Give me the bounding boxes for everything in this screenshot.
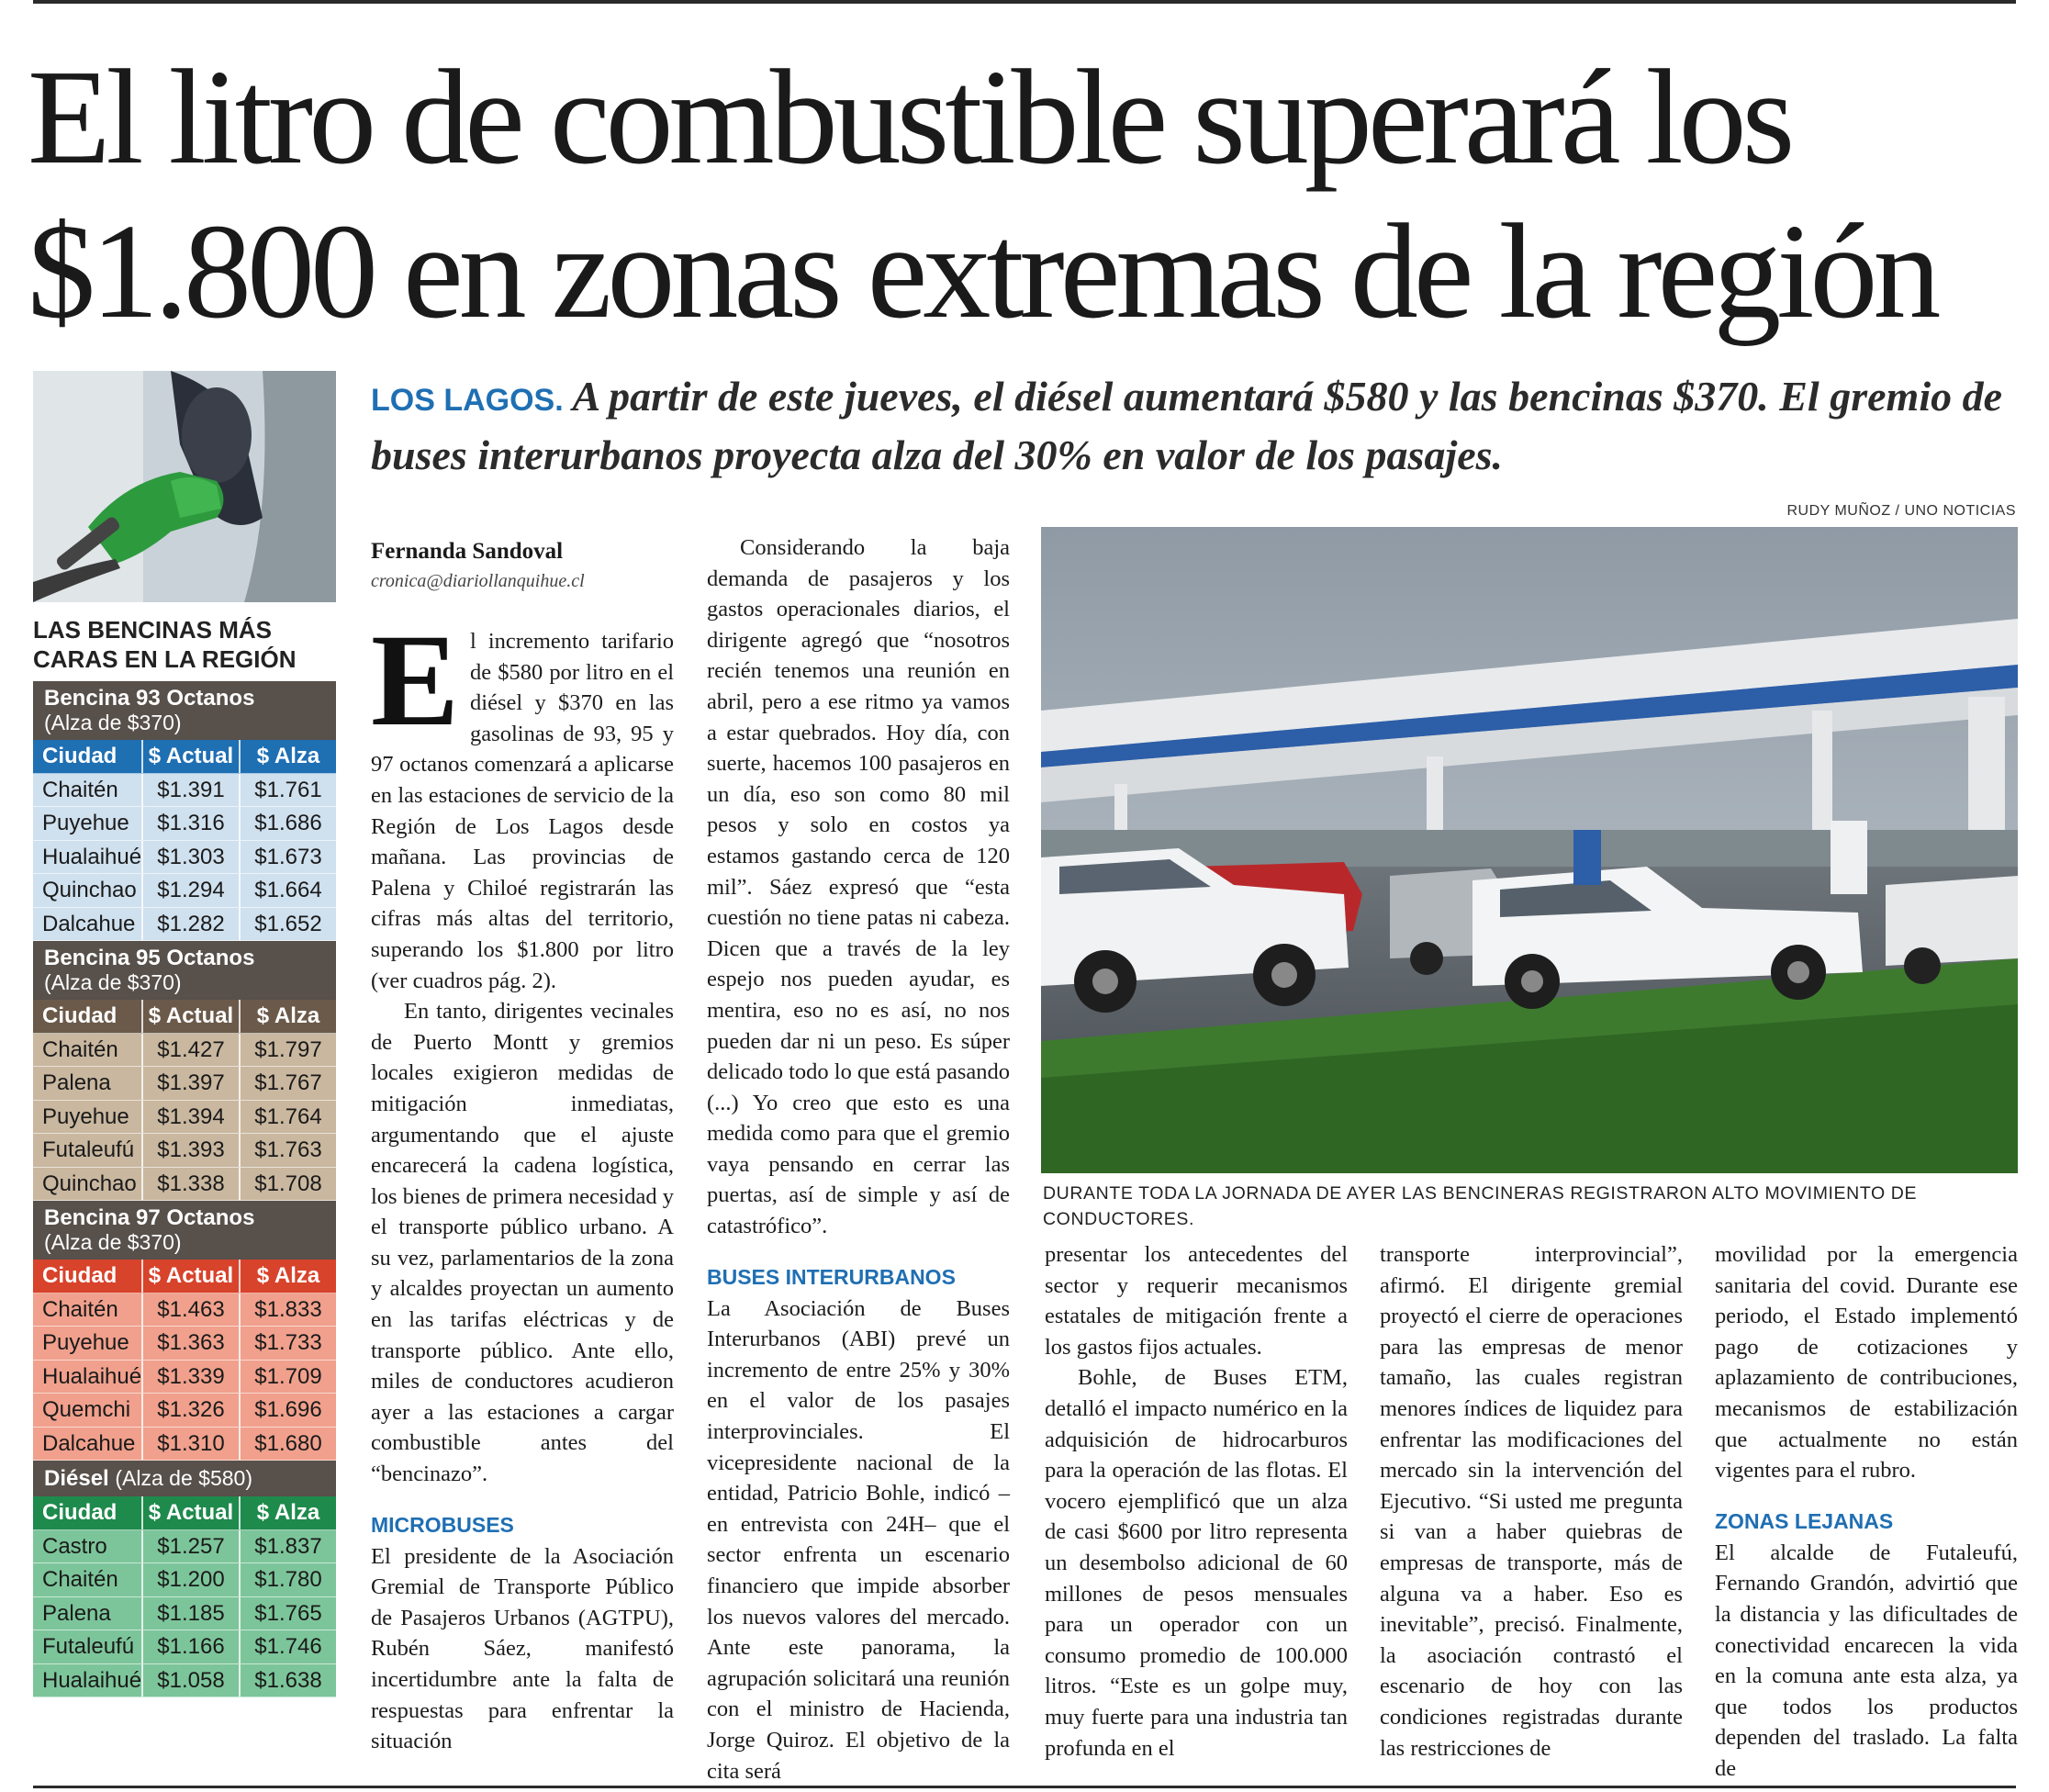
new-price-cell: $1.708 bbox=[239, 1168, 336, 1201]
photo-caption: DURANTE TODA LA JORNADA DE AYER LAS BENCINERAS REGISTRARON ALTO MOVIMIENTO DE CONDUCTORES. bbox=[1043, 1183, 1918, 1229]
fuel-table-header bbox=[33, 1260, 336, 1294]
fuel-table bbox=[33, 941, 336, 1201]
city-cell: Chaitén bbox=[42, 1036, 118, 1062]
table-row bbox=[33, 1563, 336, 1597]
city-cell: Quinchao bbox=[42, 878, 137, 902]
photo-credit: RUDY MUÑOZ / UNO NOTICIAS bbox=[1786, 503, 2016, 519]
fuel-increase: (Alza de $370) bbox=[44, 1230, 182, 1254]
column-header: Ciudad bbox=[42, 1003, 118, 1028]
fuel-table-header bbox=[33, 1496, 336, 1530]
paragraph-7: Bohle, de Buses ETM, detalló el impacto numérico en la adquisición de hidrocarburos para la operación de las flotas. El vocero ejemplificó que un alza de casi $600 por litro representa un desembolso adicional de 60 millones de pesos mensuales para un operador con un consumo promedio de 100.000 litros. “Este es un golpe muy, muy fuerte para una industria tan profunda en el bbox=[1045, 1365, 1348, 1761]
city-cell: Dalcahue bbox=[42, 911, 136, 936]
current-price-cell: $1.185 bbox=[141, 1597, 239, 1630]
fuel-increase: (Alza de $370) bbox=[44, 970, 182, 994]
current-price-cell: $1.427 bbox=[141, 1034, 239, 1067]
current-price-cell: $1.058 bbox=[141, 1664, 239, 1697]
table-row bbox=[33, 1530, 336, 1564]
city-cell: Palena bbox=[42, 1070, 111, 1095]
subhead-zonas-lejanas: ZONAS LEJANAS bbox=[1715, 1508, 1894, 1533]
fuel-table bbox=[33, 1201, 336, 1461]
column-header: $ Actual bbox=[141, 1496, 239, 1529]
table-row bbox=[33, 1597, 336, 1631]
paragraph-10: El alcalde de Futaleufú, Fernando Grandón, advirtió que la distancia y las dificultades de conectividad encarecen la vida en la comuna ante esta alza, ya que todos los productos dependen del traslado. La falta de bbox=[1715, 1540, 2018, 1781]
fuel-table-title bbox=[33, 681, 336, 740]
table-row bbox=[33, 1664, 336, 1698]
new-price-cell: $1.686 bbox=[239, 807, 336, 840]
current-price-cell: $1.397 bbox=[141, 1067, 239, 1100]
fuel-nozzle-illustration bbox=[33, 371, 336, 602]
new-price-cell: $1.764 bbox=[239, 1101, 336, 1134]
fuel-type: Diésel bbox=[44, 1466, 109, 1491]
current-price-cell: $1.166 bbox=[141, 1630, 239, 1663]
current-price-cell: $1.310 bbox=[141, 1428, 239, 1461]
current-price-cell: $1.338 bbox=[141, 1168, 239, 1201]
paragraph-1: l incremento tarifario de $580 por litro en el diésel y $370 en las gasolinas de 93, 95 y 97 octanos comenzará a aplicarse en las estaciones de servicio de la Región de Los Lagos desde mañana. Las provincias de Palena y Chiloé registrarán las cifras más altas del territorio, superando los $1.800 por litro (ver cuadros pág. 2). bbox=[371, 629, 674, 993]
table-row bbox=[33, 908, 336, 942]
column-header: $ Alza bbox=[239, 1260, 336, 1293]
city-cell: Quemchi bbox=[42, 1397, 131, 1422]
city-cell: Hualaihué bbox=[42, 844, 142, 869]
paragraph-6: presentar los antecedentes del sector y requerir mecanismos estatales de mitigación frente a los gastos fijos actuales. bbox=[1045, 1242, 1348, 1360]
new-price-cell: $1.780 bbox=[239, 1563, 336, 1596]
new-price-cell: $1.765 bbox=[239, 1597, 336, 1630]
city-cell: Dalcahue bbox=[42, 1430, 136, 1456]
top-rule bbox=[33, 0, 2016, 4]
column-header: $ Actual bbox=[141, 1000, 239, 1033]
city-cell: Palena bbox=[42, 1600, 111, 1626]
article-column-2 bbox=[707, 532, 1010, 1786]
bottom-rule bbox=[33, 1786, 2016, 1788]
table-row bbox=[33, 1394, 336, 1428]
article-column-3 bbox=[1045, 1239, 1348, 1764]
current-price-cell: $1.326 bbox=[141, 1394, 239, 1427]
table-row bbox=[33, 1361, 336, 1394]
column-header: $ Actual bbox=[141, 1260, 239, 1293]
fuel-table-title bbox=[33, 1461, 336, 1496]
column-header: Ciudad bbox=[42, 1500, 118, 1525]
table-row bbox=[33, 1630, 336, 1664]
new-price-cell: $1.673 bbox=[239, 841, 336, 874]
city-cell: Futaleufú bbox=[42, 1634, 135, 1659]
city-cell: Puyehue bbox=[42, 1330, 129, 1355]
headline: El litro de combustible superará los $1.800 en zonas extremas de la región bbox=[28, 42, 1937, 347]
city-cell: Futaleufú bbox=[42, 1137, 135, 1162]
table-row bbox=[33, 1168, 336, 1202]
current-price-cell: $1.200 bbox=[141, 1563, 239, 1596]
new-price-cell: $1.767 bbox=[239, 1067, 336, 1100]
subhead-microbuses: MICROBUSES bbox=[371, 1512, 514, 1537]
table-row bbox=[33, 1428, 336, 1462]
gas-station-illustration bbox=[1041, 527, 2018, 1173]
new-price-cell: $1.709 bbox=[239, 1361, 336, 1394]
fuel-table bbox=[33, 681, 336, 941]
table-row bbox=[33, 1067, 336, 1101]
new-price-cell: $1.680 bbox=[239, 1428, 336, 1461]
fuel-table bbox=[33, 1461, 336, 1697]
current-price-cell: $1.282 bbox=[141, 908, 239, 941]
current-price-cell: $1.303 bbox=[141, 841, 239, 874]
table-row bbox=[33, 1294, 336, 1327]
deck bbox=[371, 369, 2023, 483]
table-row bbox=[33, 1101, 336, 1135]
dropcap: E bbox=[371, 608, 460, 754]
new-price-cell: $1.746 bbox=[239, 1630, 336, 1663]
fuel-price-tables bbox=[33, 681, 336, 1697]
current-price-cell: $1.257 bbox=[141, 1530, 239, 1563]
gas-station-photo bbox=[1041, 527, 2018, 1173]
city-cell: Hualaihué bbox=[42, 1667, 142, 1693]
article-column-4 bbox=[1380, 1239, 1683, 1764]
city-cell: Hualaihué bbox=[42, 1363, 142, 1389]
table-row bbox=[33, 1034, 336, 1068]
column-header: $ Actual bbox=[141, 740, 239, 773]
new-price-cell: $1.652 bbox=[239, 908, 336, 941]
article-column-1 bbox=[371, 608, 674, 1757]
fuel-increase: (Alza de $580) bbox=[115, 1466, 252, 1490]
column-header: Ciudad bbox=[42, 744, 118, 768]
deck-text: A partir de este jueves, el diésel aumentará $580 y las bencinas $370. El gremio de buses interurbanos proyecta alza del 30% en valor de los pasajes. bbox=[371, 373, 2003, 478]
subhead-buses-interurbanos: BUSES INTERURBANOS bbox=[707, 1264, 956, 1289]
byline bbox=[371, 536, 683, 595]
column-header: Ciudad bbox=[42, 1263, 118, 1288]
table-row bbox=[33, 807, 336, 841]
sidebar-heading: LAS BENCINAS MÁS CARAS EN LA REGIÓN bbox=[33, 616, 297, 673]
author-name: Fernanda Sandoval bbox=[371, 539, 564, 564]
fuel-table-title bbox=[33, 941, 336, 1000]
column-header: $ Alza bbox=[239, 1000, 336, 1033]
current-price-cell: $1.316 bbox=[141, 807, 239, 840]
table-row bbox=[33, 774, 336, 808]
city-cell: Chaitén bbox=[42, 1567, 118, 1592]
new-price-cell: $1.664 bbox=[239, 874, 336, 907]
fuel-type: Bencina 93 Octanos bbox=[44, 686, 255, 711]
new-price-cell: $1.833 bbox=[239, 1294, 336, 1327]
fuel-nozzle-photo bbox=[33, 371, 336, 602]
table-row bbox=[33, 874, 336, 908]
current-price-cell: $1.393 bbox=[141, 1134, 239, 1167]
new-price-cell: $1.638 bbox=[239, 1664, 336, 1697]
fuel-type: Bencina 95 Octanos bbox=[44, 946, 255, 970]
city-cell: Chaitén bbox=[42, 1296, 118, 1322]
new-price-cell: $1.797 bbox=[239, 1034, 336, 1067]
new-price-cell: $1.837 bbox=[239, 1530, 336, 1563]
table-row bbox=[33, 1327, 336, 1361]
paragraph-8: transporte interprovincial”, afirmó. El dirigente gremial proyectó el cierre de operaciones para las empresas de menor tamaño, las cuales registran menores índices de liquidez para enfrentar las modificaciones del mercado sin la intervención del Ejecutivo. “Si usted me pregunta si van a haber quiebras de empresas de transporte, más de alguna va a haber. Eso es inevitable”, precisó. Finalmente, la asociación contrastó el escenario de hoy con las condiciones registradas durante las restricciones de bbox=[1380, 1242, 1683, 1761]
current-price-cell: $1.363 bbox=[141, 1327, 239, 1360]
current-price-cell: $1.463 bbox=[141, 1294, 239, 1327]
new-price-cell: $1.733 bbox=[239, 1327, 336, 1360]
table-row bbox=[33, 841, 336, 875]
author-email: cronica@diariollanquihue.cl bbox=[371, 571, 585, 591]
new-price-cell: $1.696 bbox=[239, 1394, 336, 1427]
city-cell: Puyehue bbox=[42, 1103, 129, 1129]
column-header: $ Alza bbox=[239, 740, 336, 773]
new-price-cell: $1.763 bbox=[239, 1134, 336, 1167]
column-header: $ Alza bbox=[239, 1496, 336, 1529]
fuel-table-title bbox=[33, 1201, 336, 1260]
current-price-cell: $1.394 bbox=[141, 1101, 239, 1134]
current-price-cell: $1.339 bbox=[141, 1361, 239, 1394]
city-cell: Quinchao bbox=[42, 1170, 137, 1196]
new-price-cell: $1.761 bbox=[239, 774, 336, 807]
city-cell: Puyehue bbox=[42, 811, 129, 835]
current-price-cell: $1.294 bbox=[141, 874, 239, 907]
fuel-type: Bencina 97 Octanos bbox=[44, 1205, 255, 1230]
paragraph-5: La Asociación de Buses Interurbanos (ABI) prevé un incremento de entre 25% y 30% en el valor de los pasajes interprovinciales. El vicepresidente nacional de la entidad, Patricio Bohle, indicó –en entrevista con 24H– que el sector enfrenta un escenario financiero que impide absorber los nuevos valores del mercado. Ante este panorama, la agrupación solicitará una reunión con el ministro de Hacienda, Jorge Quiroz. El objetivo de la cita será bbox=[707, 1295, 1010, 1784]
current-price-cell: $1.391 bbox=[141, 774, 239, 807]
paragraph-2: En tanto, dirigentes vecinales de Puerto Montt y gremios locales exigieron medidas de mitigación inmediatas, argumentando que el ajuste encarecerá la cadena logística, los bienes de primera necesidad y el transporte público urbano. A su vez, parlamentarios de la zona y alcaldes proyectan un aumento en las tarifas eléctricas y de transporte público. Ante ello, miles de conductores acudieron ayer a las estaciones a cargar combustible antes del “bencinazo”. bbox=[371, 999, 674, 1487]
paragraph-4: Considerando la baja demanda de pasajeros y los gastos operacionales diarios, el dirigente agregó que “nosotros recién tenemos una reunión en abril, pero a ese ritmo ya vamos a estar quebrados. Hoy día, con suerte, hacemos 100 pasajeros en un día, eso son como 80 mil pesos y solo en costos ya estamos gastando cerca de 120 mil”. Sáez expresó que “esta cuestión no tiene patas ni cabeza. Dicen que a través de la ley espejo nos pueden ayudar, es mentira, eso no es así, no nos pueden dar ni un peso. Es súper delicado todo lo que está pasando (...) Yo creo que esto es una medida como para que el gremio vaya pensando en cerrar las puertas, así de simple y así de catastrófico”. bbox=[707, 535, 1010, 1239]
fuel-table-header bbox=[33, 740, 336, 774]
table-row bbox=[33, 1134, 336, 1168]
fuel-increase: (Alza de $370) bbox=[44, 711, 182, 734]
deck-kicker: LOS LAGOS. bbox=[371, 383, 564, 418]
city-cell: Castro bbox=[42, 1533, 107, 1559]
fuel-table-header bbox=[33, 1000, 336, 1034]
article-column-5 bbox=[1715, 1239, 2018, 1785]
paragraph-9: movilidad por la emergencia sanitaria del covid. Durante ese periodo, el Estado implementó pago de cotizaciones y aplazamiento de contribuciones, mecanismos de estabilización que actualmente no están vigentes para el rubro. bbox=[1715, 1242, 2018, 1484]
paragraph-3: El presidente de la Asociación Gremial de Transporte Público de Pasajeros Urbanos (AGTPU), Rubén Sáez, manifestó incertidumbre ante la falta de respuestas para enfrentar la situación bbox=[371, 1543, 674, 1754]
city-cell: Chaitén bbox=[42, 777, 118, 802]
